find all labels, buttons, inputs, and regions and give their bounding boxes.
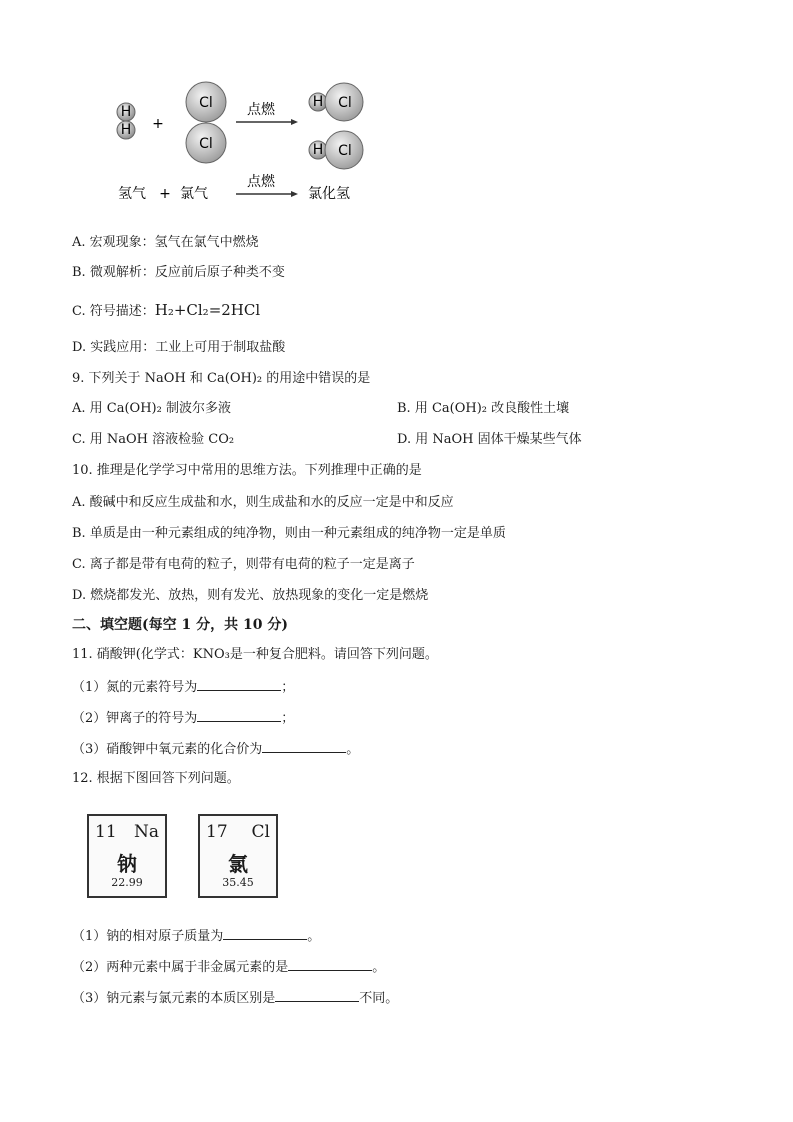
q12-part-3-text: （3）钠元素与氯元素的本质区别是 xyxy=(72,991,276,1006)
q8-option-b: B. 微观解析：反应前后原子种类不变 xyxy=(72,265,285,280)
q11-part-2-text: （2）钾离子的符号为 xyxy=(72,711,198,726)
q8-option-c-label: C. 符号描述： xyxy=(72,304,155,319)
q11-part-1-text: （1）氮的元素符号为 xyxy=(72,680,198,695)
q9-stem: 9. 下列关于 NaOH 和 Ca(OH)₂ 的用途中错误的是 xyxy=(72,371,371,386)
q8-option-c-formula: H₂+Cl₂=2HCl xyxy=(154,301,261,319)
element-symbol: Cl xyxy=(251,822,270,842)
q9-option-d: D. 用 NaOH 固体干燥某些气体 xyxy=(397,432,582,447)
q8-option-d: D. 实践应用：工业上可用于制取盐酸 xyxy=(72,340,286,355)
q11-part-3 xyxy=(72,739,359,759)
atomic-number: 11 xyxy=(95,822,117,842)
q12-part-2-end: 。 xyxy=(372,960,386,975)
reaction-condition: 点燃 xyxy=(247,102,275,118)
reaction-condition: 点燃 xyxy=(247,174,275,190)
h-atom-label: H xyxy=(120,122,132,138)
element-card-sodium xyxy=(87,814,167,898)
q12-part-2-text: （2）两种元素中属于非金属元素的是 xyxy=(72,960,289,975)
word-reactant-chlorine: 氯气 xyxy=(180,186,208,202)
h-atom-label: H xyxy=(120,104,132,120)
q11-part-1-end: ； xyxy=(281,680,295,695)
element-card-chlorine xyxy=(198,814,278,898)
element-symbol: Na xyxy=(133,822,159,842)
plus-sign: + xyxy=(152,116,164,132)
q11-stem: 11. 硝酸钾(化学式：KNO₃是一种复合肥料。请回答下列问题。 xyxy=(72,647,438,662)
q8-option-c xyxy=(72,301,260,321)
q12-part-3-end: 不同。 xyxy=(359,991,399,1006)
q9-option-b: B. 用 Ca(OH)₂ 改良酸性土壤 xyxy=(397,401,570,416)
answer-blank[interactable] xyxy=(223,926,307,940)
q9-option-c: C. 用 NaOH 溶液检验 CO₂ xyxy=(72,432,235,447)
answer-blank[interactable] xyxy=(197,708,281,722)
atomic-mass: 22.99 xyxy=(111,876,143,889)
atomic-number: 17 xyxy=(206,822,228,842)
answer-blank[interactable] xyxy=(197,677,281,691)
q9-option-a: A. 用 Ca(OH)₂ 制波尔多液 xyxy=(72,401,231,416)
q8-option-a: A. 宏观现象：氢气在氯气中燃烧 xyxy=(72,235,259,250)
element-name: 氯 xyxy=(228,852,248,876)
q12-part-1-end: 。 xyxy=(307,929,321,944)
cl-atom-label: Cl xyxy=(199,95,213,111)
hcl-molecule xyxy=(309,83,363,121)
q12-part-1-text: （1）钠的相对原子质量为 xyxy=(72,929,224,944)
q10-stem: 10. 推理是化学学习中常用的思维方法。下列推理中正确的是 xyxy=(72,463,422,478)
atomic-mass: 35.45 xyxy=(222,876,254,889)
h2-molecule xyxy=(117,103,135,139)
cl-atom-label: Cl xyxy=(338,143,352,159)
cl-atom-label: Cl xyxy=(199,136,213,152)
q12-part-2 xyxy=(72,957,385,977)
reaction-diagram xyxy=(108,80,378,210)
answer-blank[interactable] xyxy=(275,988,359,1002)
word-product-hcl: 氯化氢 xyxy=(308,186,350,202)
q10-option-b: B. 单质是由一种元素组成的纯净物，则由一种元素组成的纯净物一定是单质 xyxy=(72,526,506,541)
section-title: 二、填空题(每空 1 分，共 10 分) xyxy=(72,617,288,633)
q11-part-2 xyxy=(72,708,294,728)
q12-stem: 12. 根据下图回答下列问题。 xyxy=(72,771,240,786)
q11-part-3-end: 。 xyxy=(346,742,360,757)
hcl-molecule xyxy=(309,131,363,169)
answer-blank[interactable] xyxy=(288,957,372,971)
answer-blank[interactable] xyxy=(262,739,346,753)
q11-part-1 xyxy=(72,677,294,697)
q12-part-1 xyxy=(72,926,320,946)
q10-option-a: A. 酸碱中和反应生成盐和水，则生成盐和水的反应一定是中和反应 xyxy=(72,495,454,510)
plus-sign: + xyxy=(159,186,171,202)
h-atom-label: H xyxy=(312,142,324,158)
q11-part-2-end: ； xyxy=(281,711,295,726)
h-atom-label: H xyxy=(312,94,324,110)
cl2-molecule xyxy=(186,82,226,163)
element-name: 钠 xyxy=(117,852,137,876)
q10-option-c: C. 离子都是带有电荷的粒子，则带有电荷的粒子一定是离子 xyxy=(72,557,415,572)
q12-part-3 xyxy=(72,988,398,1008)
q11-part-3-text: （3）硝酸钾中氧元素的化合价为 xyxy=(72,742,263,757)
q10-option-d: D. 燃烧都发光、放热，则有发光、放热现象的变化一定是燃烧 xyxy=(72,588,429,603)
cl-atom-label: Cl xyxy=(338,95,352,111)
word-reactant-hydrogen: 氢气 xyxy=(118,186,146,202)
